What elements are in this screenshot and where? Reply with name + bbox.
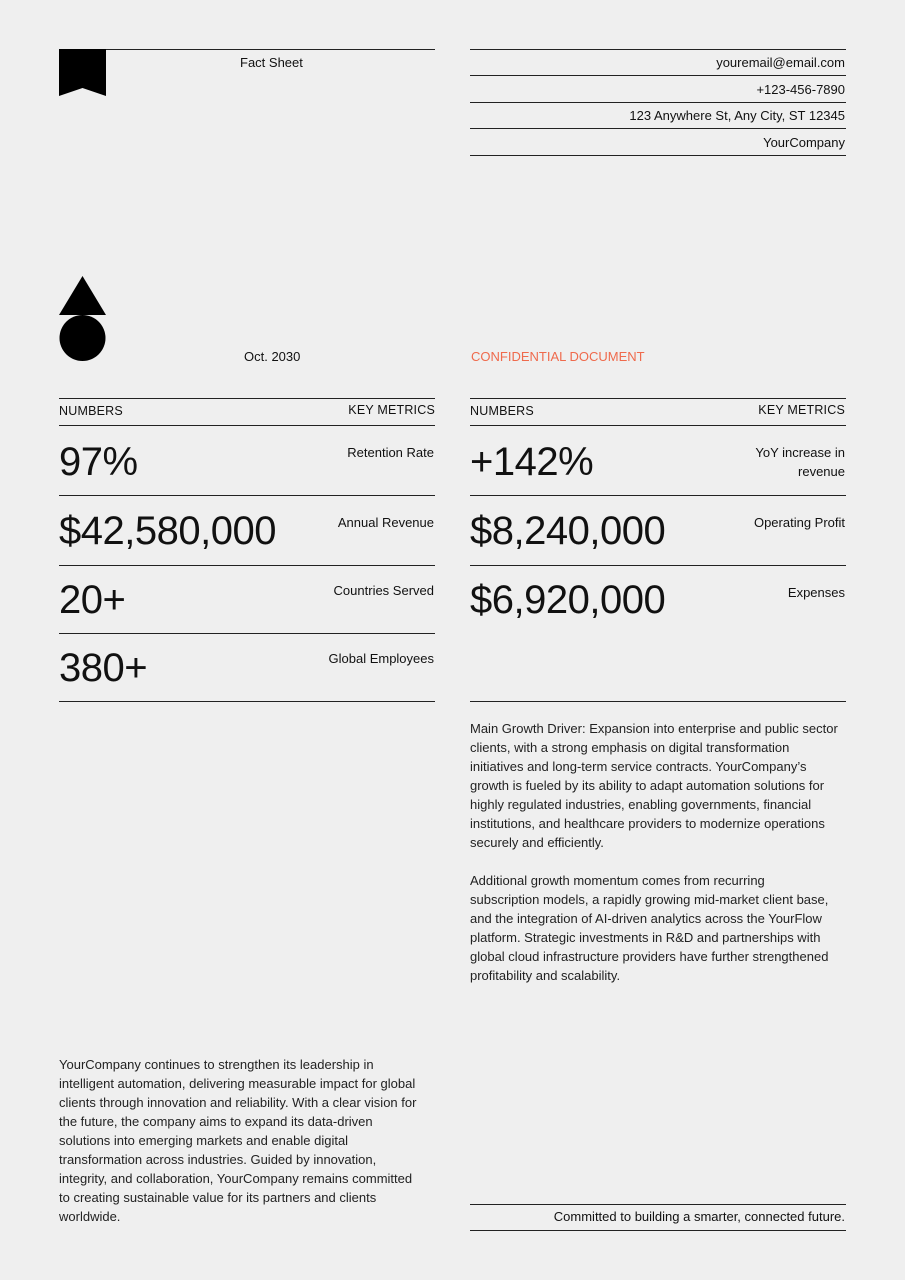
right-metric-value-2: $8,240,000 (470, 509, 666, 553)
right-metric-label-1-line2: revenue (798, 464, 845, 479)
summary-line: transformation across industries. Guided by innovation, (59, 1152, 377, 1167)
growth-p1-line: highly regulated industries, enabling governments, financial (470, 797, 812, 812)
summary-line: to creating sustainable value for its partners and clients (59, 1190, 377, 1205)
contact-email: youremail@email.com (716, 55, 845, 70)
summary-line: solutions into emerging markets and enable digital (59, 1133, 349, 1148)
growth-paragraph-1 (470, 719, 870, 852)
growth-p1-line: institutions, and healthcare providers to modernize operations (470, 816, 825, 831)
summary-line: intelligent automation, delivering measurable impact for global (59, 1076, 416, 1091)
growth-p1-line: initiatives and long-term service contracts. YourCompany’s (470, 759, 807, 774)
right-row-rule-2 (470, 565, 846, 566)
right-metric-value-1: +142% (470, 440, 594, 484)
summary-paragraph (59, 1055, 459, 1226)
contact-phone: +123-456-7890 (756, 82, 845, 97)
left-metric-value-3: 20+ (59, 578, 126, 622)
right-col-numbers: NUMBERS (470, 404, 534, 418)
contact-rule-4 (470, 128, 846, 129)
contact-rule-1 (470, 49, 846, 50)
header-rule-left (106, 49, 435, 50)
left-col-numbers: NUMBERS (59, 404, 123, 418)
left-col-metrics: KEY METRICS (348, 403, 435, 417)
triangle-circle-icon (59, 276, 106, 361)
right-metric-label-1-line1: YoY increase in (755, 445, 845, 460)
left-metric-value-1: 97% (59, 440, 138, 484)
growth-p1-line: clients, with a strong emphasis on digital transformation (470, 740, 790, 755)
right-table-top-rule (470, 398, 846, 399)
growth-p2-line: global cloud infrastructure providers have further strengthened (470, 949, 829, 964)
left-metric-label-3: Countries Served (333, 583, 434, 598)
summary-line: worldwide. (59, 1209, 121, 1224)
contact-rule-5 (470, 155, 846, 156)
growth-paragraph-2 (470, 871, 870, 985)
bookmark-icon (59, 49, 106, 96)
growth-p1-line: Main Growth Driver: Expansion into enterprise and public sector (470, 721, 838, 736)
growth-p1-line: growth is fueled by its ability to adapt automation solutions for (470, 778, 825, 793)
left-table-header-rule (59, 425, 435, 426)
growth-p2-line: Additional growth momentum comes from recurring (470, 873, 765, 888)
summary-line: clients through innovation and reliability. With a clear vision for (59, 1095, 417, 1110)
growth-p2-line: profitability and scalability. (470, 968, 621, 983)
confidential-label: CONFIDENTIAL DOCUMENT (471, 349, 645, 364)
right-metric-label-2: Operating Profit (753, 515, 845, 530)
summary-line: integrity, and collaboration, YourCompany remains committed (59, 1171, 413, 1186)
right-table-bottom-rule (470, 701, 846, 702)
document-date: Oct. 2030 (244, 349, 301, 364)
contact-company: YourCompany (763, 135, 845, 150)
contact-rule-3 (470, 102, 846, 103)
right-row-rule-1 (470, 495, 846, 496)
summary-line: YourCompany continues to strengthen its leadership in (59, 1057, 374, 1072)
right-metric-label-3: Expenses (787, 585, 845, 600)
left-row-rule-1 (59, 495, 435, 496)
left-metric-label-4: Global Employees (328, 651, 434, 666)
left-metric-value-4: 380+ (59, 646, 148, 690)
left-table-top-rule (59, 398, 435, 399)
tagline-top-rule (470, 1204, 846, 1205)
growth-p2-line: subscription models, a rapidly growing mid-market client base, (470, 892, 829, 907)
left-metric-value-2: $42,580,000 (59, 509, 276, 553)
contact-rule-2 (470, 75, 846, 76)
left-table-bottom-rule (59, 701, 435, 702)
growth-p2-line: platform. Strategic investments in R&D and partnerships with (470, 930, 821, 945)
right-table-header-rule (470, 425, 846, 426)
left-row-rule-3 (59, 633, 435, 634)
left-metric-label-1: Retention Rate (347, 445, 434, 460)
right-col-metrics: KEY METRICS (758, 403, 845, 417)
summary-line: the future, the company aims to expand its data-driven (59, 1114, 373, 1129)
tagline-bottom-rule (470, 1230, 846, 1231)
tagline: Committed to building a smarter, connected future. (553, 1209, 845, 1224)
document-title: Fact Sheet (240, 55, 303, 70)
right-metric-value-3: $6,920,000 (470, 578, 666, 622)
left-row-rule-2 (59, 565, 435, 566)
growth-p1-line: securely and efficiently. (470, 835, 604, 850)
growth-p2-line: and the integration of AI-driven analytics across the YourFlow (470, 911, 822, 926)
left-metric-label-2: Annual Revenue (337, 515, 434, 530)
contact-address: 123 Anywhere St, Any City, ST 12345 (629, 108, 845, 123)
